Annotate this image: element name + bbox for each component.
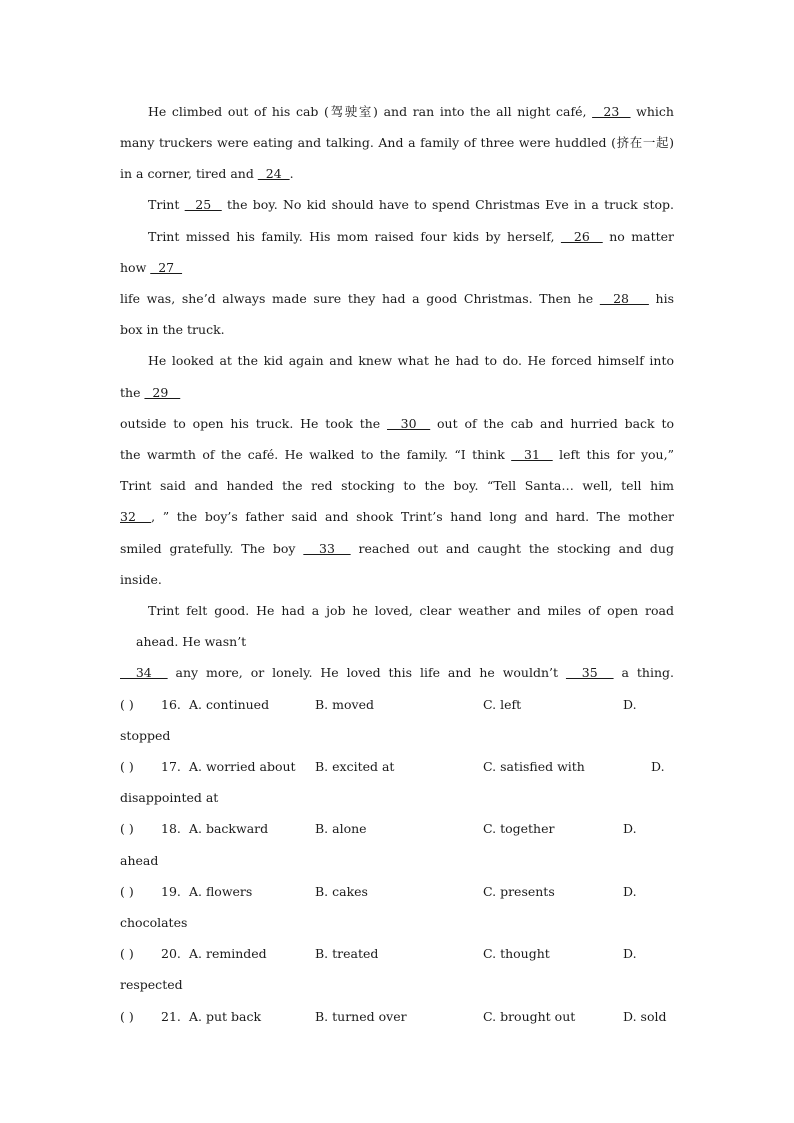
option-d: D.	[623, 946, 637, 961]
passage-line: the warmth of the café. He walked to the family. “I think 31 left this for you,”	[120, 447, 674, 462]
option-a: A. reminded	[189, 946, 267, 961]
option-d: D.	[651, 759, 665, 774]
option-c: C. satisfied with	[483, 759, 585, 774]
passage-line: He looked at the kid again and knew what he had to do. He forced himself into	[148, 353, 674, 368]
blank-30: 30	[387, 416, 431, 431]
question-number: 18.	[161, 821, 181, 836]
passage-line: Trint said and handed the red stocking to the boy. “Tell Santa… well, tell him	[120, 478, 674, 493]
option-b: B. cakes	[315, 884, 368, 899]
question-number: 21.	[161, 1009, 181, 1024]
passage-line: Trint felt good. He had a job he loved, clear weather and miles of open road	[148, 603, 674, 618]
blank-23: 23	[592, 104, 631, 119]
question-number: 19.	[161, 884, 181, 899]
option-a: A. continued	[189, 697, 270, 712]
option-a: A. worried about	[189, 759, 296, 774]
question-number: 20.	[161, 946, 181, 961]
blank-28: 28	[599, 291, 649, 306]
blank-31: 31	[511, 447, 553, 462]
passage-line: life was, she’d always made sure they had a good Christmas. Then he 28 his	[120, 291, 674, 306]
blank-34: 34	[120, 665, 168, 680]
passage-line: in a corner, tired and 24 .	[120, 166, 294, 181]
passage-line: Trint missed his family. His mom raised four kids by herself, 26 no matter	[148, 229, 674, 244]
option-a: A. flowers	[189, 884, 253, 899]
option-d-text: respected	[120, 977, 183, 992]
blank-27: 27	[150, 260, 183, 275]
option-b: B. excited at	[315, 759, 395, 774]
option-a: A. put back	[189, 1009, 262, 1024]
blank-29: 29	[144, 385, 181, 400]
passage-line: many truckers were eating and talking. And a family of three were huddled (挤在一起)	[120, 135, 674, 150]
passage-line: 32 , ” the boy’s father said and shook Trint’s hand long and hard. The mother	[120, 509, 674, 524]
passage-line: ahead. He wasn’t	[136, 634, 247, 649]
option-c: C. together	[483, 821, 555, 836]
option-d: D.	[623, 697, 637, 712]
option-d-text: stopped	[120, 728, 171, 743]
passage-line: box in the truck.	[120, 322, 225, 337]
option-c: C. brought out	[483, 1009, 576, 1024]
blank-35: 35	[565, 665, 614, 680]
answer-paren[interactable]: ( )	[120, 821, 134, 836]
option-d-text: chocolates	[120, 915, 188, 930]
blank-32: 32	[120, 509, 152, 524]
option-b: B. alone	[315, 821, 367, 836]
blank-26: 26	[560, 229, 603, 244]
passage-line: 34 any more, or lonely. He loved this life and he wouldn’t 35 a thing.	[120, 665, 674, 680]
option-d-text: disappointed at	[120, 790, 219, 805]
passage-line: Trint 25 the boy. No kid should have to spend Christmas Eve in a truck stop.	[148, 197, 674, 212]
option-d: D. sold	[623, 1009, 667, 1024]
passage-line: smiled gratefully. The boy 33 reached out and caught the stocking and dug	[120, 541, 674, 556]
blank-24: 24	[257, 166, 290, 181]
option-d: D.	[623, 821, 637, 836]
question-number: 17.	[161, 759, 181, 774]
option-b: B. turned over	[315, 1009, 407, 1024]
answer-paren[interactable]: ( )	[120, 946, 134, 961]
passage-line: the 29	[120, 385, 181, 400]
option-b: B. moved	[315, 697, 374, 712]
option-b: B. treated	[315, 946, 379, 961]
passage-line: outside to open his truck. He took the 30 out of the cab and hurried back to	[120, 416, 674, 431]
blank-25: 25	[184, 197, 222, 212]
option-c: C. presents	[483, 884, 555, 899]
passage-line: He climbed out of his cab (驾驶室) and ran into the all night café, 23 which	[148, 104, 674, 119]
option-d-text: ahead	[120, 853, 159, 868]
answer-paren[interactable]: ( )	[120, 884, 134, 899]
passage-line: inside.	[120, 572, 162, 587]
option-a: A. backward	[189, 821, 269, 836]
question-number: 16.	[161, 697, 181, 712]
option-c: C. thought	[483, 946, 550, 961]
option-d: D.	[623, 884, 637, 899]
blank-33: 33	[303, 541, 351, 556]
answer-paren[interactable]: ( )	[120, 697, 134, 712]
option-c: C. left	[483, 697, 522, 712]
answer-paren[interactable]: ( )	[120, 1009, 134, 1024]
answer-paren[interactable]: ( )	[120, 759, 134, 774]
passage-line: how 27	[120, 260, 183, 275]
